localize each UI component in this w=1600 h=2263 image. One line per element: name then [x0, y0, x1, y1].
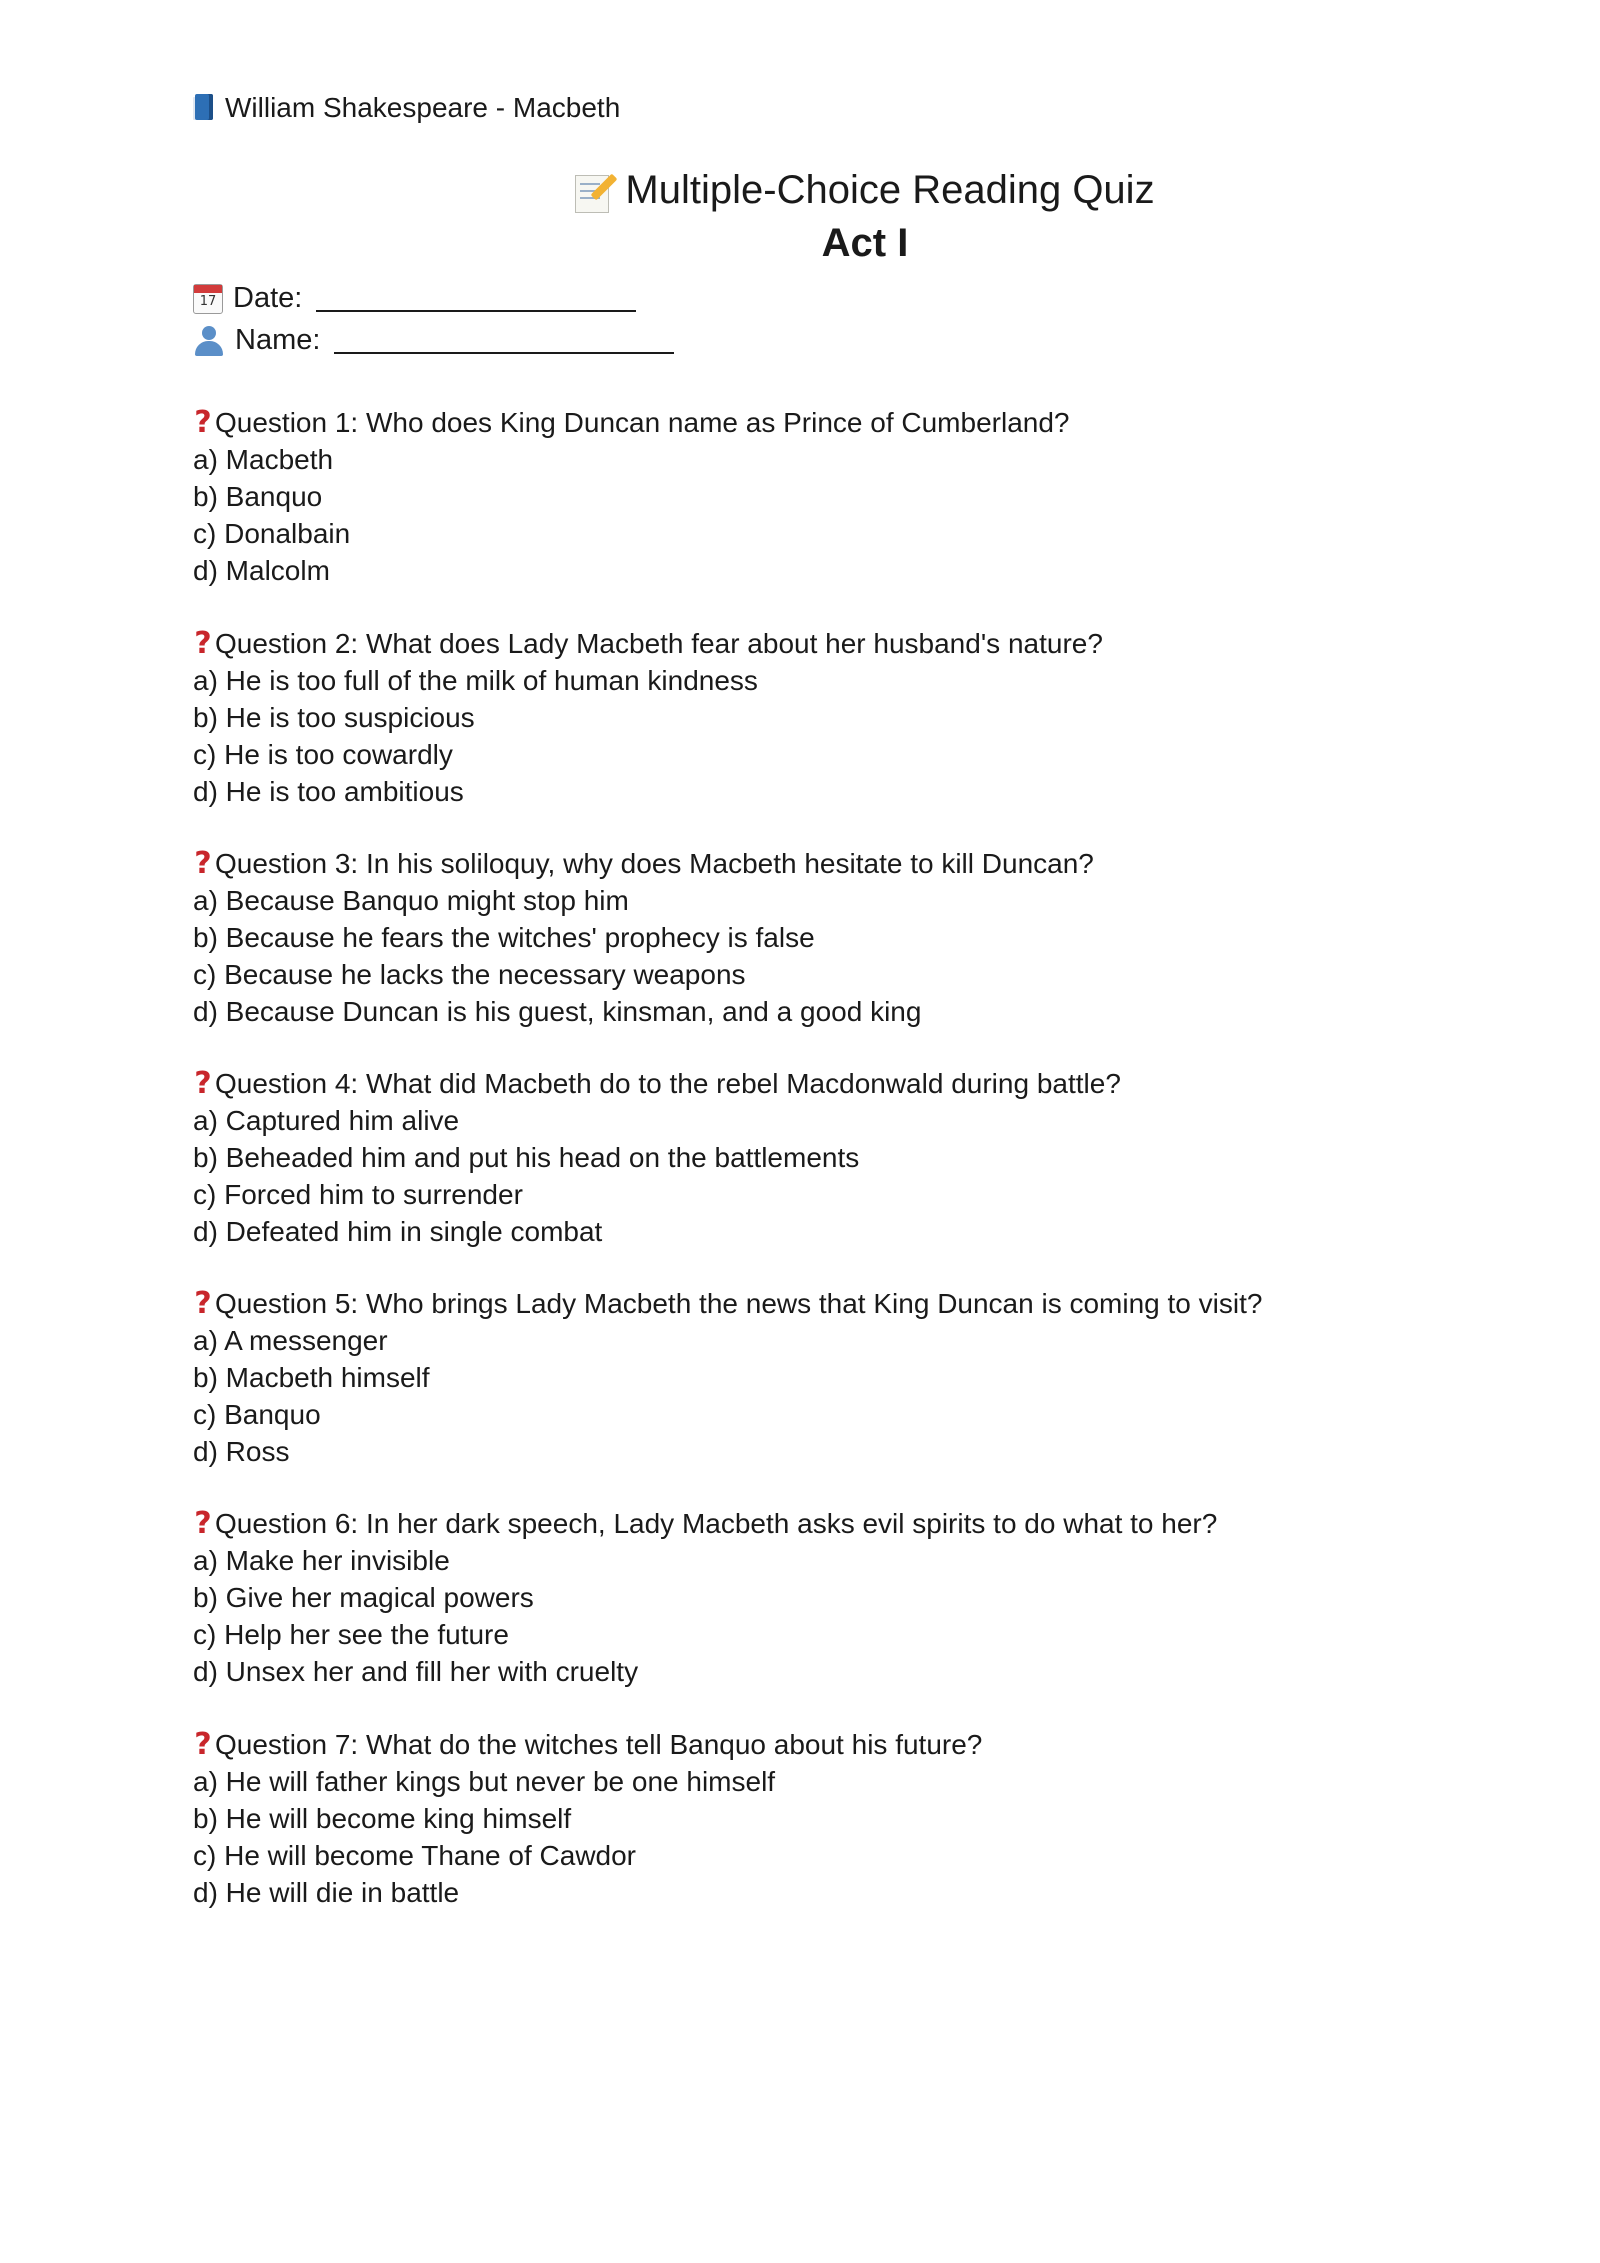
question-block — [193, 1505, 1217, 1690]
question-row — [193, 404, 1069, 441]
answer-option: d) Unsex her and fill her with cruelty — [193, 1656, 639, 1687]
question-row — [193, 1726, 982, 1763]
answer-option: c) Because he lacks the necessary weapons — [193, 959, 746, 990]
answer-option: d) Ross — [193, 1436, 290, 1467]
answer-option: c) He will become Thane of Cawdor — [193, 1840, 637, 1871]
name-field — [193, 324, 674, 357]
calendar-icon: 17 — [193, 284, 223, 314]
answer-option: c) He is too cowardly — [193, 739, 453, 770]
red-question-mark-icon: ? — [194, 405, 212, 440]
header-text: William Shakespeare - Macbeth — [225, 92, 621, 123]
red-question-mark-icon: ? — [194, 1286, 212, 1321]
question-row — [193, 1505, 1217, 1542]
question-block — [193, 845, 1094, 1030]
answer-option: a) He is too full of the milk of human kindness — [193, 665, 758, 696]
page-subtitle: Act I — [821, 221, 909, 265]
blue-book-icon — [193, 94, 215, 122]
answer-option: d) Malcolm — [193, 555, 330, 586]
document-header — [193, 92, 620, 124]
question-text: Question 5: Who brings Lady Macbeth the news that King Duncan is coming to visit? — [215, 1288, 1263, 1319]
answer-option: d) Because Duncan is his guest, kinsman, and a good king — [193, 996, 922, 1027]
question-row — [193, 1065, 1121, 1102]
answer-option: d) He will die in battle — [193, 1877, 460, 1908]
question-row — [193, 625, 1103, 662]
answer-option: c) Donalbain — [193, 518, 351, 549]
memo-icon — [575, 171, 615, 211]
answer-option: c) Banquo — [193, 1399, 321, 1430]
answer-option: b) Give her magical powers — [193, 1582, 534, 1613]
answer-option: c) Forced him to surrender — [193, 1179, 523, 1210]
answer-option: c) Help her see the future — [193, 1619, 509, 1650]
question-text: Question 6: In her dark speech, Lady Macbeth asks evil spirits to do what to her? — [215, 1508, 1218, 1539]
answer-option: a) Macbeth — [193, 444, 334, 475]
question-block — [193, 1065, 1121, 1250]
answer-option: a) He will father kings but never be one himself — [193, 1766, 776, 1797]
user-icon — [193, 326, 225, 356]
answer-option: b) Because he fears the witches' prophecy is false — [193, 922, 815, 953]
date-field — [193, 282, 636, 315]
question-row — [193, 1285, 1262, 1322]
question-block — [193, 625, 1103, 810]
question-block — [193, 1285, 1262, 1470]
answer-option: b) Beheaded him and put his head on the battlements — [193, 1142, 860, 1173]
date-label: Date: — [233, 282, 303, 314]
answer-option: b) Banquo — [193, 481, 323, 512]
answer-option: a) A messenger — [193, 1325, 388, 1356]
title-block — [0, 168, 1600, 266]
answer-option: d) He is too ambitious — [193, 776, 464, 807]
name-blank[interactable] — [334, 328, 674, 354]
red-question-mark-icon: ? — [194, 1506, 212, 1541]
answer-option: b) He is too suspicious — [193, 702, 475, 733]
red-question-mark-icon: ? — [194, 1066, 212, 1101]
answer-option: a) Captured him alive — [193, 1105, 460, 1136]
answer-option: a) Because Banquo might stop him — [193, 885, 629, 916]
question-block — [193, 404, 1069, 589]
question-text: Question 1: Who does King Duncan name as Prince of Cumberland? — [215, 407, 1070, 438]
question-text: Question 2: What does Lady Macbeth fear about her husband's nature? — [215, 628, 1103, 659]
date-blank[interactable] — [316, 286, 636, 312]
red-question-mark-icon: ? — [194, 846, 212, 881]
question-text: Question 4: What did Macbeth do to the rebel Macdonwald during battle? — [215, 1068, 1121, 1099]
question-text: Question 7: What do the witches tell Banquo about his future? — [215, 1729, 983, 1760]
red-question-mark-icon: ? — [194, 1727, 212, 1762]
red-question-mark-icon: ? — [194, 626, 212, 661]
question-block — [193, 1726, 982, 1911]
title-text: Multiple-Choice Reading Quiz — [625, 168, 1155, 212]
answer-option: b) Macbeth himself — [193, 1362, 430, 1393]
name-label: Name: — [235, 324, 321, 356]
answer-option: b) He will become king himself — [193, 1803, 572, 1834]
question-row — [193, 845, 1094, 882]
question-text: Question 3: In his soliloquy, why does Macbeth hesitate to kill Duncan? — [215, 848, 1094, 879]
answer-option: d) Defeated him in single combat — [193, 1216, 603, 1247]
page-title — [0, 168, 1600, 213]
answer-option: a) Make her invisible — [193, 1545, 450, 1576]
